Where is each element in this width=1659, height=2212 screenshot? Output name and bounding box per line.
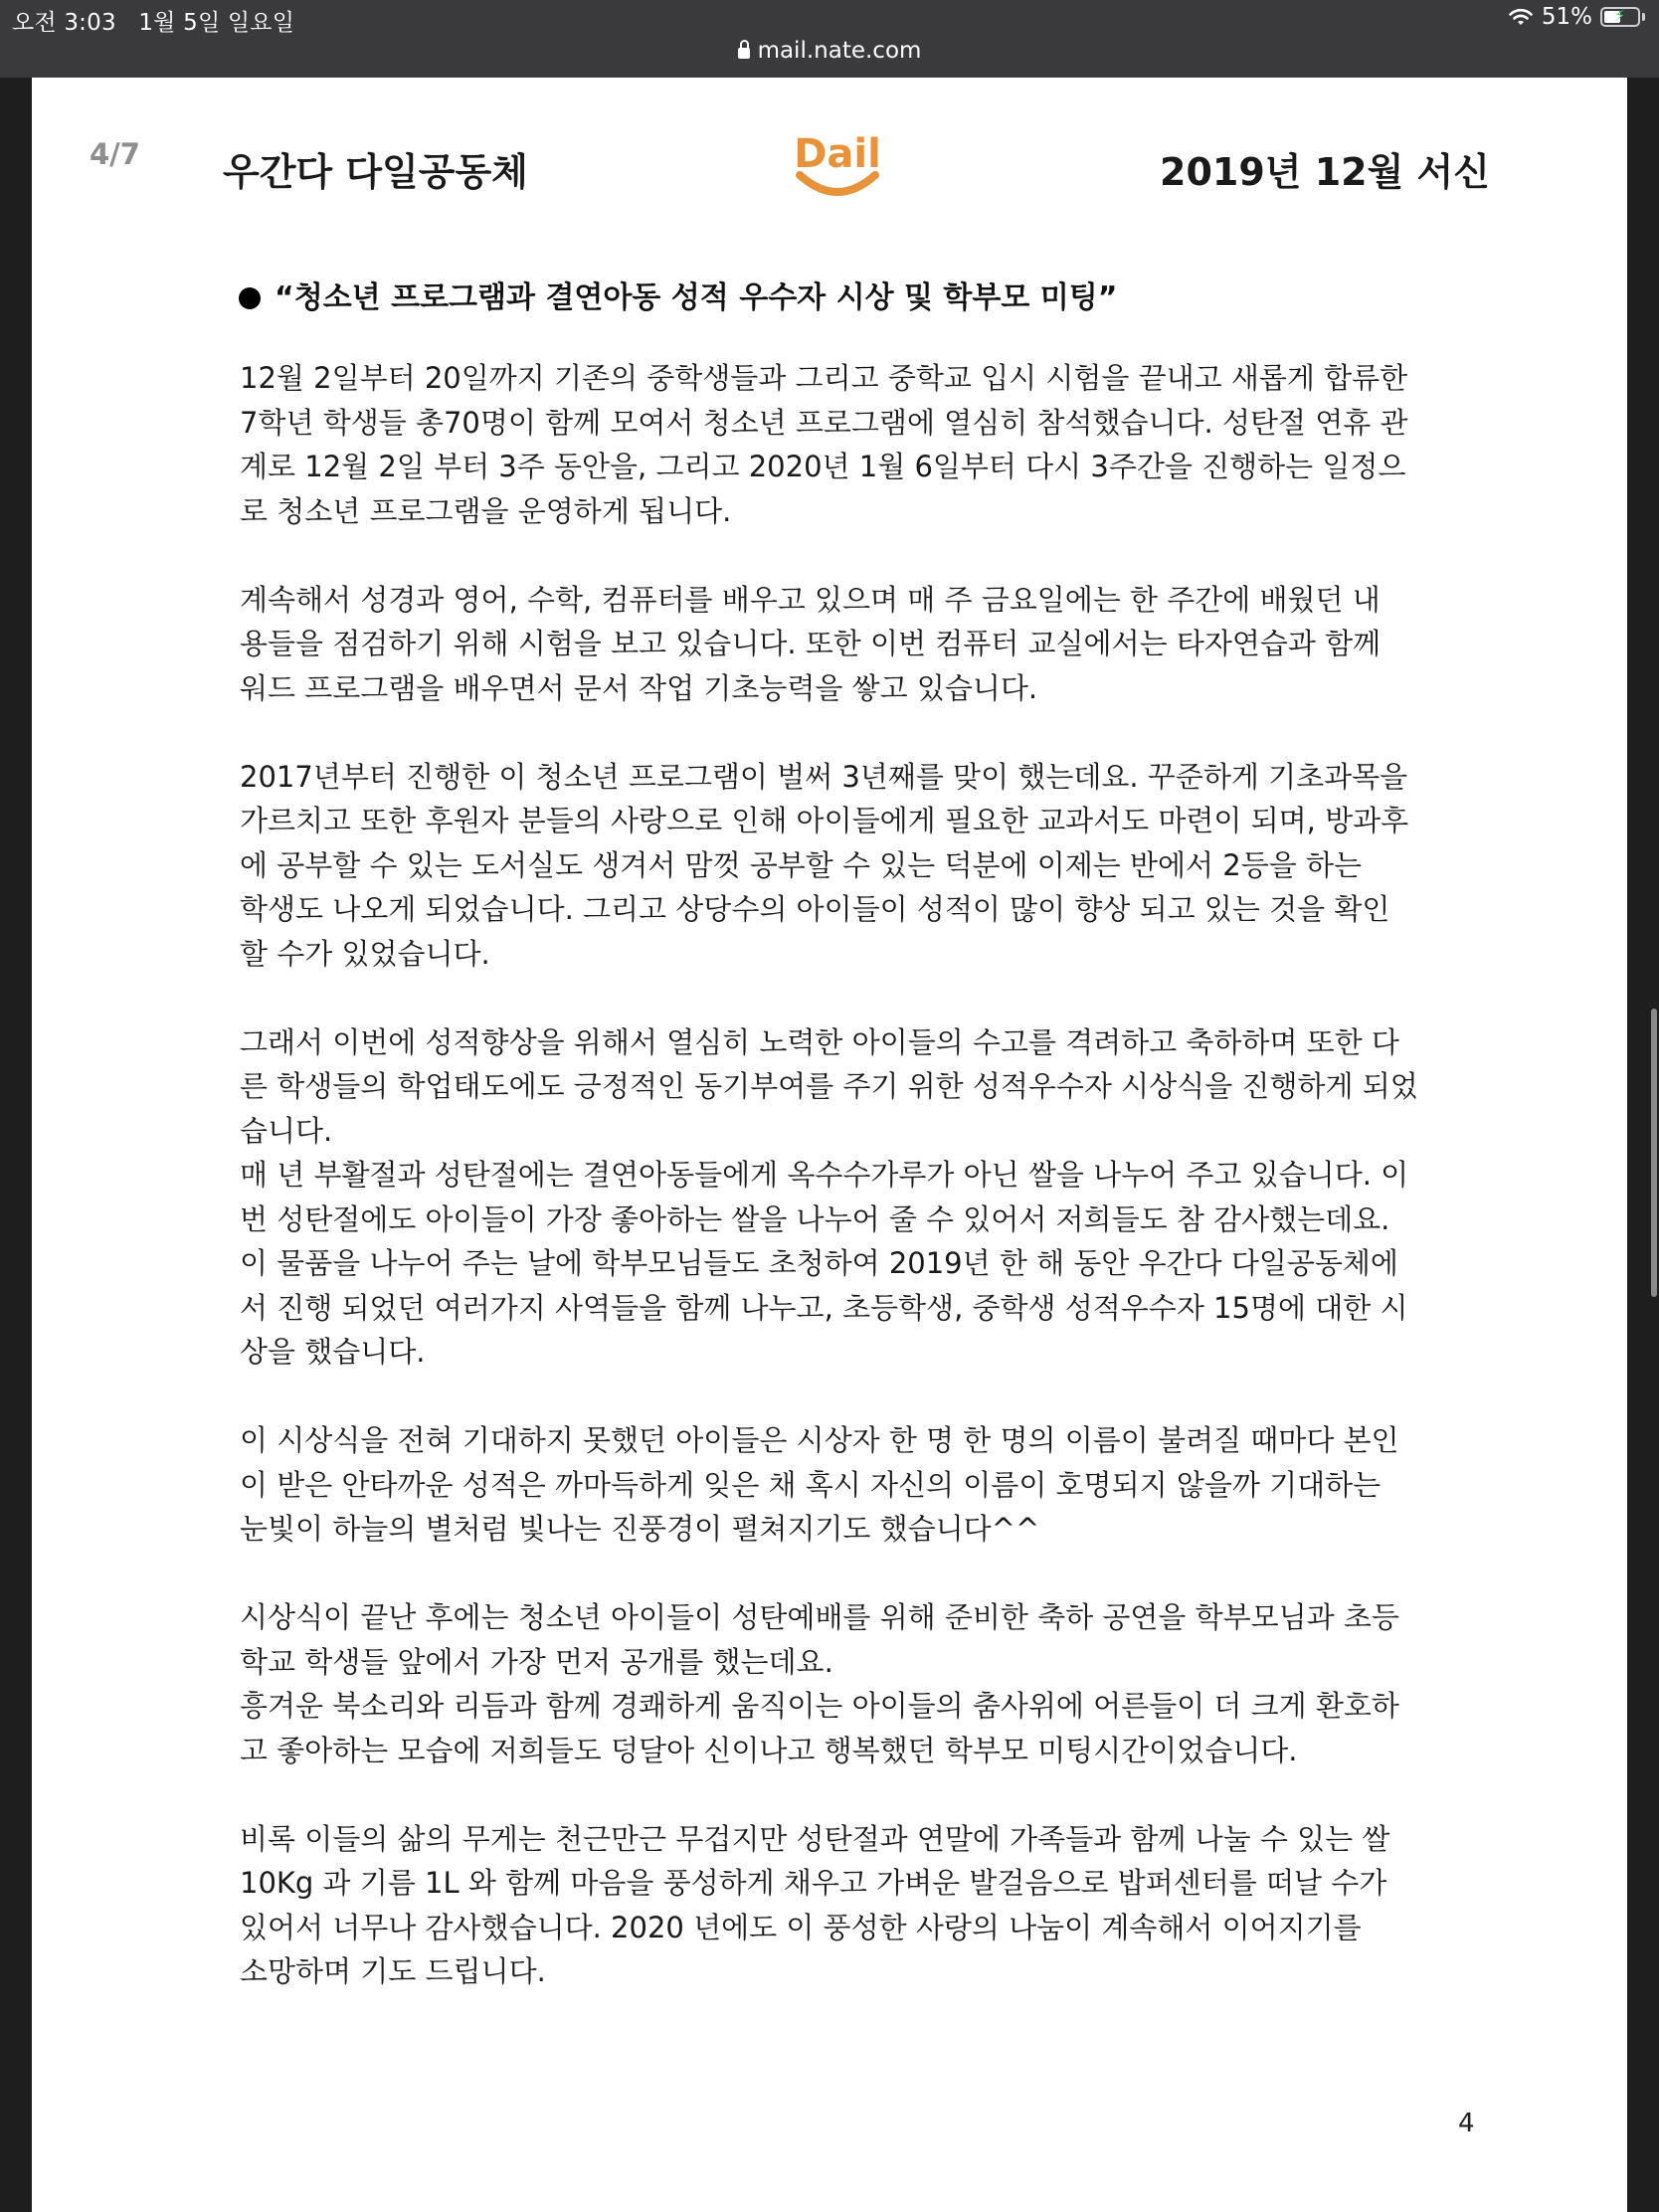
- paragraph-line: 워드 프로그램을 배우면서 문서 작업 기초능력을 쌓고 있습니다.: [240, 670, 1038, 705]
- charging-bolt-icon: ⚡: [1614, 6, 1626, 25]
- paragraph: [240, 1595, 1469, 1772]
- paragraph-line: 로 청소년 프로그램을 운영하게 됩니다.: [240, 493, 732, 528]
- header-date: 2019년 12월 서신: [1160, 150, 1490, 194]
- paragraph-line: 서 진행 되었던 여러가지 사역들을 함께 나누고, 초등학생, 중학생 성적우수자 15명에 대한 시: [240, 1290, 1408, 1325]
- paragraph-line: 상을 했습니다.: [240, 1335, 426, 1369]
- battery-percent: 51%: [1541, 4, 1592, 30]
- paragraph-line: 학생도 나오게 되었습니다. 그리고 상당수의 아이들이 성적이 많이 향상 되고 있는 것을 확인: [240, 892, 1390, 926]
- url-bar[interactable]: [0, 38, 1659, 64]
- paragraph-line: 이 받은 안타까운 성적은 까마득하게 잊은 채 혹시 자신의 이름이 호명되지 않을까 기대하는: [240, 1467, 1382, 1502]
- paragraph-line: 매 년 부활절과 성탄절에는 결연아동들에게 옥수수가루가 아닌 쌀을 나누어 주고 있습니다. 이: [240, 1158, 1409, 1192]
- paragraph: [240, 356, 1469, 533]
- section-title: [239, 273, 1118, 316]
- paragraph: [240, 1020, 1469, 1375]
- paragraph-line: 비록 이들의 삶의 무게는 천근만근 무겁지만 성탄절과 연말에 가족들과 함께 나눌 수 있는 쌀: [240, 1821, 1390, 1856]
- paragraph-line: 시상식이 끝난 후에는 청소년 아이들이 성탄예배를 위해 준비한 축하 공연을 학부모님과 초등: [240, 1600, 1399, 1634]
- paragraph-line: 있어서 너무나 감사했습니다. 2020 년에도 이 풍성한 사랑의 나눔이 계속해서 이어지기를: [240, 1910, 1362, 1944]
- paragraph-line: 계로 12월 2일 부터 3주 동안을, 그리고 2020년 1월 6일부터 다시 3주간을 진행하는 일정으: [240, 450, 1406, 483]
- paragraph-line: 7학년 학생들 총70명이 함께 모여서 청소년 프로그램에 열심히 참석했습니다. 성탄절 연휴 관: [240, 405, 1408, 440]
- bullet-icon: [239, 287, 261, 309]
- logo-text: Dail: [794, 131, 881, 177]
- paragraph-line: 용들을 점검하기 위해 시험을 보고 있습니다. 또한 이번 컴퓨터 교실에서는 타자연습과 함께: [240, 627, 1382, 660]
- paragraph-line: 12월 2일부터 20일까지 기존의 중학생들과 그리고 중학교 입시 시험을 끝내고 새롭게 합류한: [240, 361, 1408, 395]
- status-time-date: [12, 4, 294, 37]
- paragraph-line: 가르치고 또한 후원자 분들의 사랑으로 인해 아이들에게 필요한 교과서도 마련이 되며, 방과후: [240, 804, 1409, 837]
- paragraph-line: 고 좋아하는 모습에 저희들도 덩달아 신이나고 행복했던 학부모 미팅시간이었습니다.: [240, 1733, 1298, 1767]
- paragraph: [240, 755, 1469, 977]
- paragraph-line: 이 시상식을 전혀 기대하지 못했던 아이들은 시상자 한 명 한 명의 이름이 불려질 때마다 본인: [240, 1423, 1399, 1457]
- header-organization: 우간다 다일공동체: [223, 150, 528, 194]
- status-time: 오전 3:03: [12, 10, 116, 36]
- paragraph-line: 번 성탄절에도 아이들이 가장 좋아하는 쌀을 나누어 줄 수 있어서 저희들도 참 감사했는데요.: [240, 1201, 1390, 1236]
- page-indicator: 4/7: [90, 137, 140, 171]
- dail-logo: [772, 131, 903, 205]
- paragraph: [240, 578, 1469, 711]
- paragraph-line: 눈빛이 하늘의 별처럼 빛나는 진풍경이 펼쳐지기도 했습니다^^: [240, 1512, 1040, 1546]
- paragraph-line: 10Kg 과 기름 1L 와 함께 마음을 풍성하게 채우고 가벼운 발걸음으로 밥퍼센터를 떠날 수가: [240, 1866, 1387, 1900]
- paragraph-line: 소망하며 기도 드립니다.: [240, 1954, 546, 1988]
- lock-icon: [738, 48, 750, 59]
- paragraph-line: 그래서 이번에 성적향상을 위해서 열심히 노력한 아이들의 수고를 격려하고 축하하며 또한 다: [240, 1024, 1399, 1059]
- status-indicators: [1508, 4, 1645, 30]
- paragraph-line: 2017년부터 진행한 이 청소년 프로그램이 벌써 3년째를 맞이 했는데요. 꾸준하게 기초과목을: [240, 759, 1408, 794]
- section-title-text: “청소년 프로그램과 결연아동 성적 우수자 시상 및 학부모 미팅”: [275, 280, 1118, 315]
- paragraph-line: 에 공부할 수 있는 도서실도 생겨서 맘껏 공부할 수 있는 덕분에 이제는 반에서 2등을 하는: [240, 847, 1362, 882]
- url-text: mail.nate.com: [757, 38, 922, 64]
- status-bar: [0, 0, 1659, 78]
- page-number: 4: [1458, 2109, 1475, 2138]
- paragraph-line: 이 물품을 나누어 주는 날에 학부모님들도 초청하여 2019년 한 해 동안 우간다 다일공동체에: [240, 1246, 1398, 1280]
- letter-body: [240, 356, 1469, 2038]
- paragraph-line: 습니다.: [240, 1113, 333, 1148]
- paragraph-line: 흥겨운 북소리와 리듬과 함께 경쾌하게 움직이는 아이들의 춤사위에 어른들이 더 크게 환호하: [240, 1689, 1399, 1723]
- status-date: 1월 5일 일요일: [138, 10, 295, 36]
- paragraph-line: 른 학생들의 학업태도에도 긍정적인 동기부여를 주기 위한 성적우수자 시상식을 진행하게 되었: [240, 1069, 1418, 1103]
- paragraph: [240, 1418, 1469, 1552]
- paragraph-line: 계속해서 성경과 영어, 수학, 컴퓨터를 배우고 있으며 매 주 금요일에는 한 주간에 배웠던 내: [240, 582, 1381, 617]
- battery-icon: [1600, 7, 1640, 27]
- scrollbar[interactable]: [1651, 1009, 1657, 1297]
- paragraph: [240, 1817, 1469, 1994]
- paragraph-line: 할 수가 있었습니다.: [240, 936, 490, 971]
- paragraph-line: 학교 학생들 앞에서 가장 먼저 공개를 했는데요.: [240, 1644, 833, 1679]
- battery-cap: [1642, 13, 1645, 21]
- wifi-icon: [1508, 7, 1534, 27]
